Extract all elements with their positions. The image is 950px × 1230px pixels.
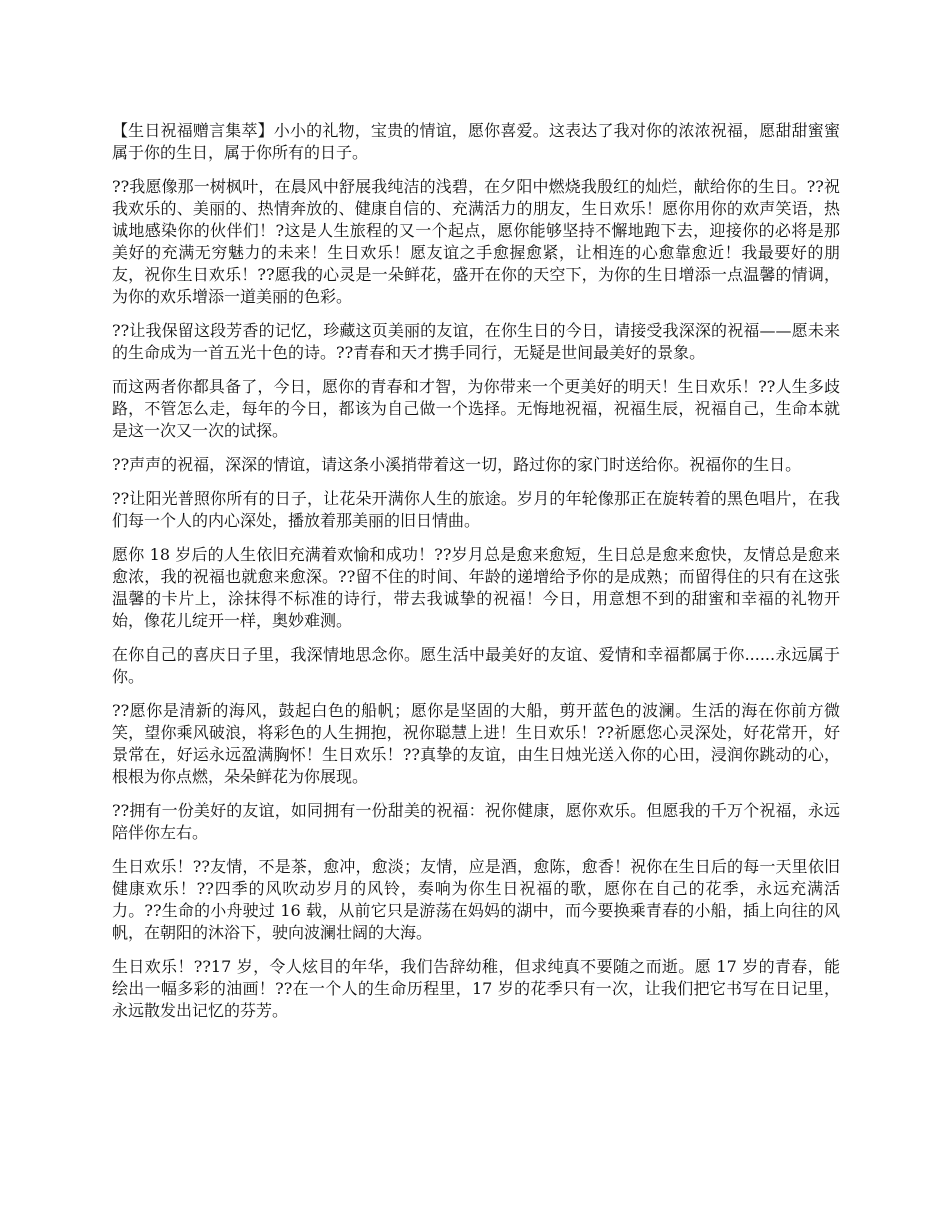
paragraph-1: 【生日祝福赠言集萃】小小的礼物，宝贵的情谊，愿你喜爱。这表达了我对你的浓浓祝福，愿甜甜蜜蜜属于你的生日，属于你所有的日子。 — [112, 121, 840, 162]
document-page — [112, 120, 840, 1034]
paragraph-6: ??让阳光普照你所有的日子，让花朵开满你人生的旅途。岁月的年轮像那正在旋转着的黑色唱片，在我们每一个人的内心深处，播放着那美丽的旧日情曲。 — [112, 489, 840, 530]
paragraph-3: ??让我保留这段芳香的记忆，珍藏这页美丽的友谊，在你生日的今日，请接受我深深的祝福——愿未来的生命成为一首五光十色的诗。??青春和天才携手同行，无疑是世间最美好的景象。 — [112, 321, 840, 362]
paragraph-4: 而这两者你都具备了，今日，愿你的青春和才智，为你带来一个更美好的明天！生日欢乐！??人生多歧路，不管怎么走，每年的今日，都该为自己做一个选择。无悔地祝福，祝福生辰，祝福自己，生命本就是这一次又一次的试探。 — [112, 377, 840, 440]
paragraph-2: ??我愿像那一树枫叶，在晨风中舒展我纯洁的浅碧，在夕阳中燃烧我殷红的灿烂，献给你的生日。??祝我欢乐的、美丽的、热情奔放的、健康自信的、充满活力的朋友，生日欢乐！愿你用你的欢声笑语，热诚地感染你的伙伴们！?这是人生旅程的又一个起点，愿你能够坚持不懈地跑下去，迎接你的必将是那美好的充满无穷魅力的未来！生日欢乐！愿友谊之手愈握愈紧，让相连的心愈靠愈近！我最要好的朋友，祝你生日欢乐！??愿我的心灵是一朵鲜花，盛开在你的天空下，为你的生日增添一点温馨的情调，为你的欢乐增添一道美丽的色彩。 — [112, 177, 840, 306]
paragraph-11: 生日欢乐！??友情，不是茶，愈冲，愈淡；友情，应是酒，愈陈，愈香！祝你在生日后的每一天里依旧健康欢乐！??四季的风吹动岁月的风铃，奏响为你生日祝福的歌，愿你在自己的花季，永远充满活力。??生命的小舟驶过 16 载，从前它只是游荡在妈妈的湖中，而今要换乘青春的小船，插上向往的风帆，在朝阳的沐浴下，驶向波澜壮阔的大海。 — [112, 857, 840, 942]
paragraph-7: 愿你 18 岁后的人生依旧充满着欢愉和成功！??岁月总是愈来愈短，生日总是愈来愈快，友情总是愈来愈浓，我的祝福也就愈来愈深。??留不住的时间、年龄的递增给予你的是成熟；而留得住的只有在这张温馨的卡片上，涂抹得不标准的诗行，带去我诚挚的祝福！今日，用意想不到的甜蜜和幸福的礼物开始，像花儿绽开一样，奥妙难测。 — [112, 545, 840, 630]
paragraph-8: 在你自己的喜庆日子里，我深情地思念你。愿生活中最美好的友谊、爱情和幸福都属于你......永远属于你。 — [112, 645, 840, 686]
paragraph-9: ??愿你是清新的海风，鼓起白色的船帆；愿你是坚固的大船，剪开蓝色的波澜。生活的海在你前方微笑，望你乘风破浪，将彩色的人生拥抱，祝你聪慧上进！生日欢乐！??祈愿您心灵深处，好花常开，好景常在，好运永远盈满胸怀！生日欢乐！??真挚的友谊，由生日烛光送入你的心田，浸润你跳动的心，根根为你点燃，朵朵鲜花为你展现。 — [112, 701, 840, 786]
paragraph-10: ??拥有一份美好的友谊，如同拥有一份甜美的祝福：祝你健康，愿你欢乐。但愿我的千万个祝福，永远陪伴你左右。 — [112, 801, 840, 842]
paragraph-12: 生日欢乐！??17 岁，令人炫目的年华，我们告辞幼稚，但求纯真不要随之而逝。愿 17 岁的青春，能绘出一幅多彩的油画！??在一个人的生命历程里，17 岁的花季只有一次，让我们把它书写在日记里，永远散发出记忆的芬芳。 — [112, 957, 840, 1020]
paragraph-5: ??声声的祝福，深深的情谊，请这条小溪捎带着这一切，路过你的家门时送给你。祝福你的生日。 — [112, 455, 802, 474]
